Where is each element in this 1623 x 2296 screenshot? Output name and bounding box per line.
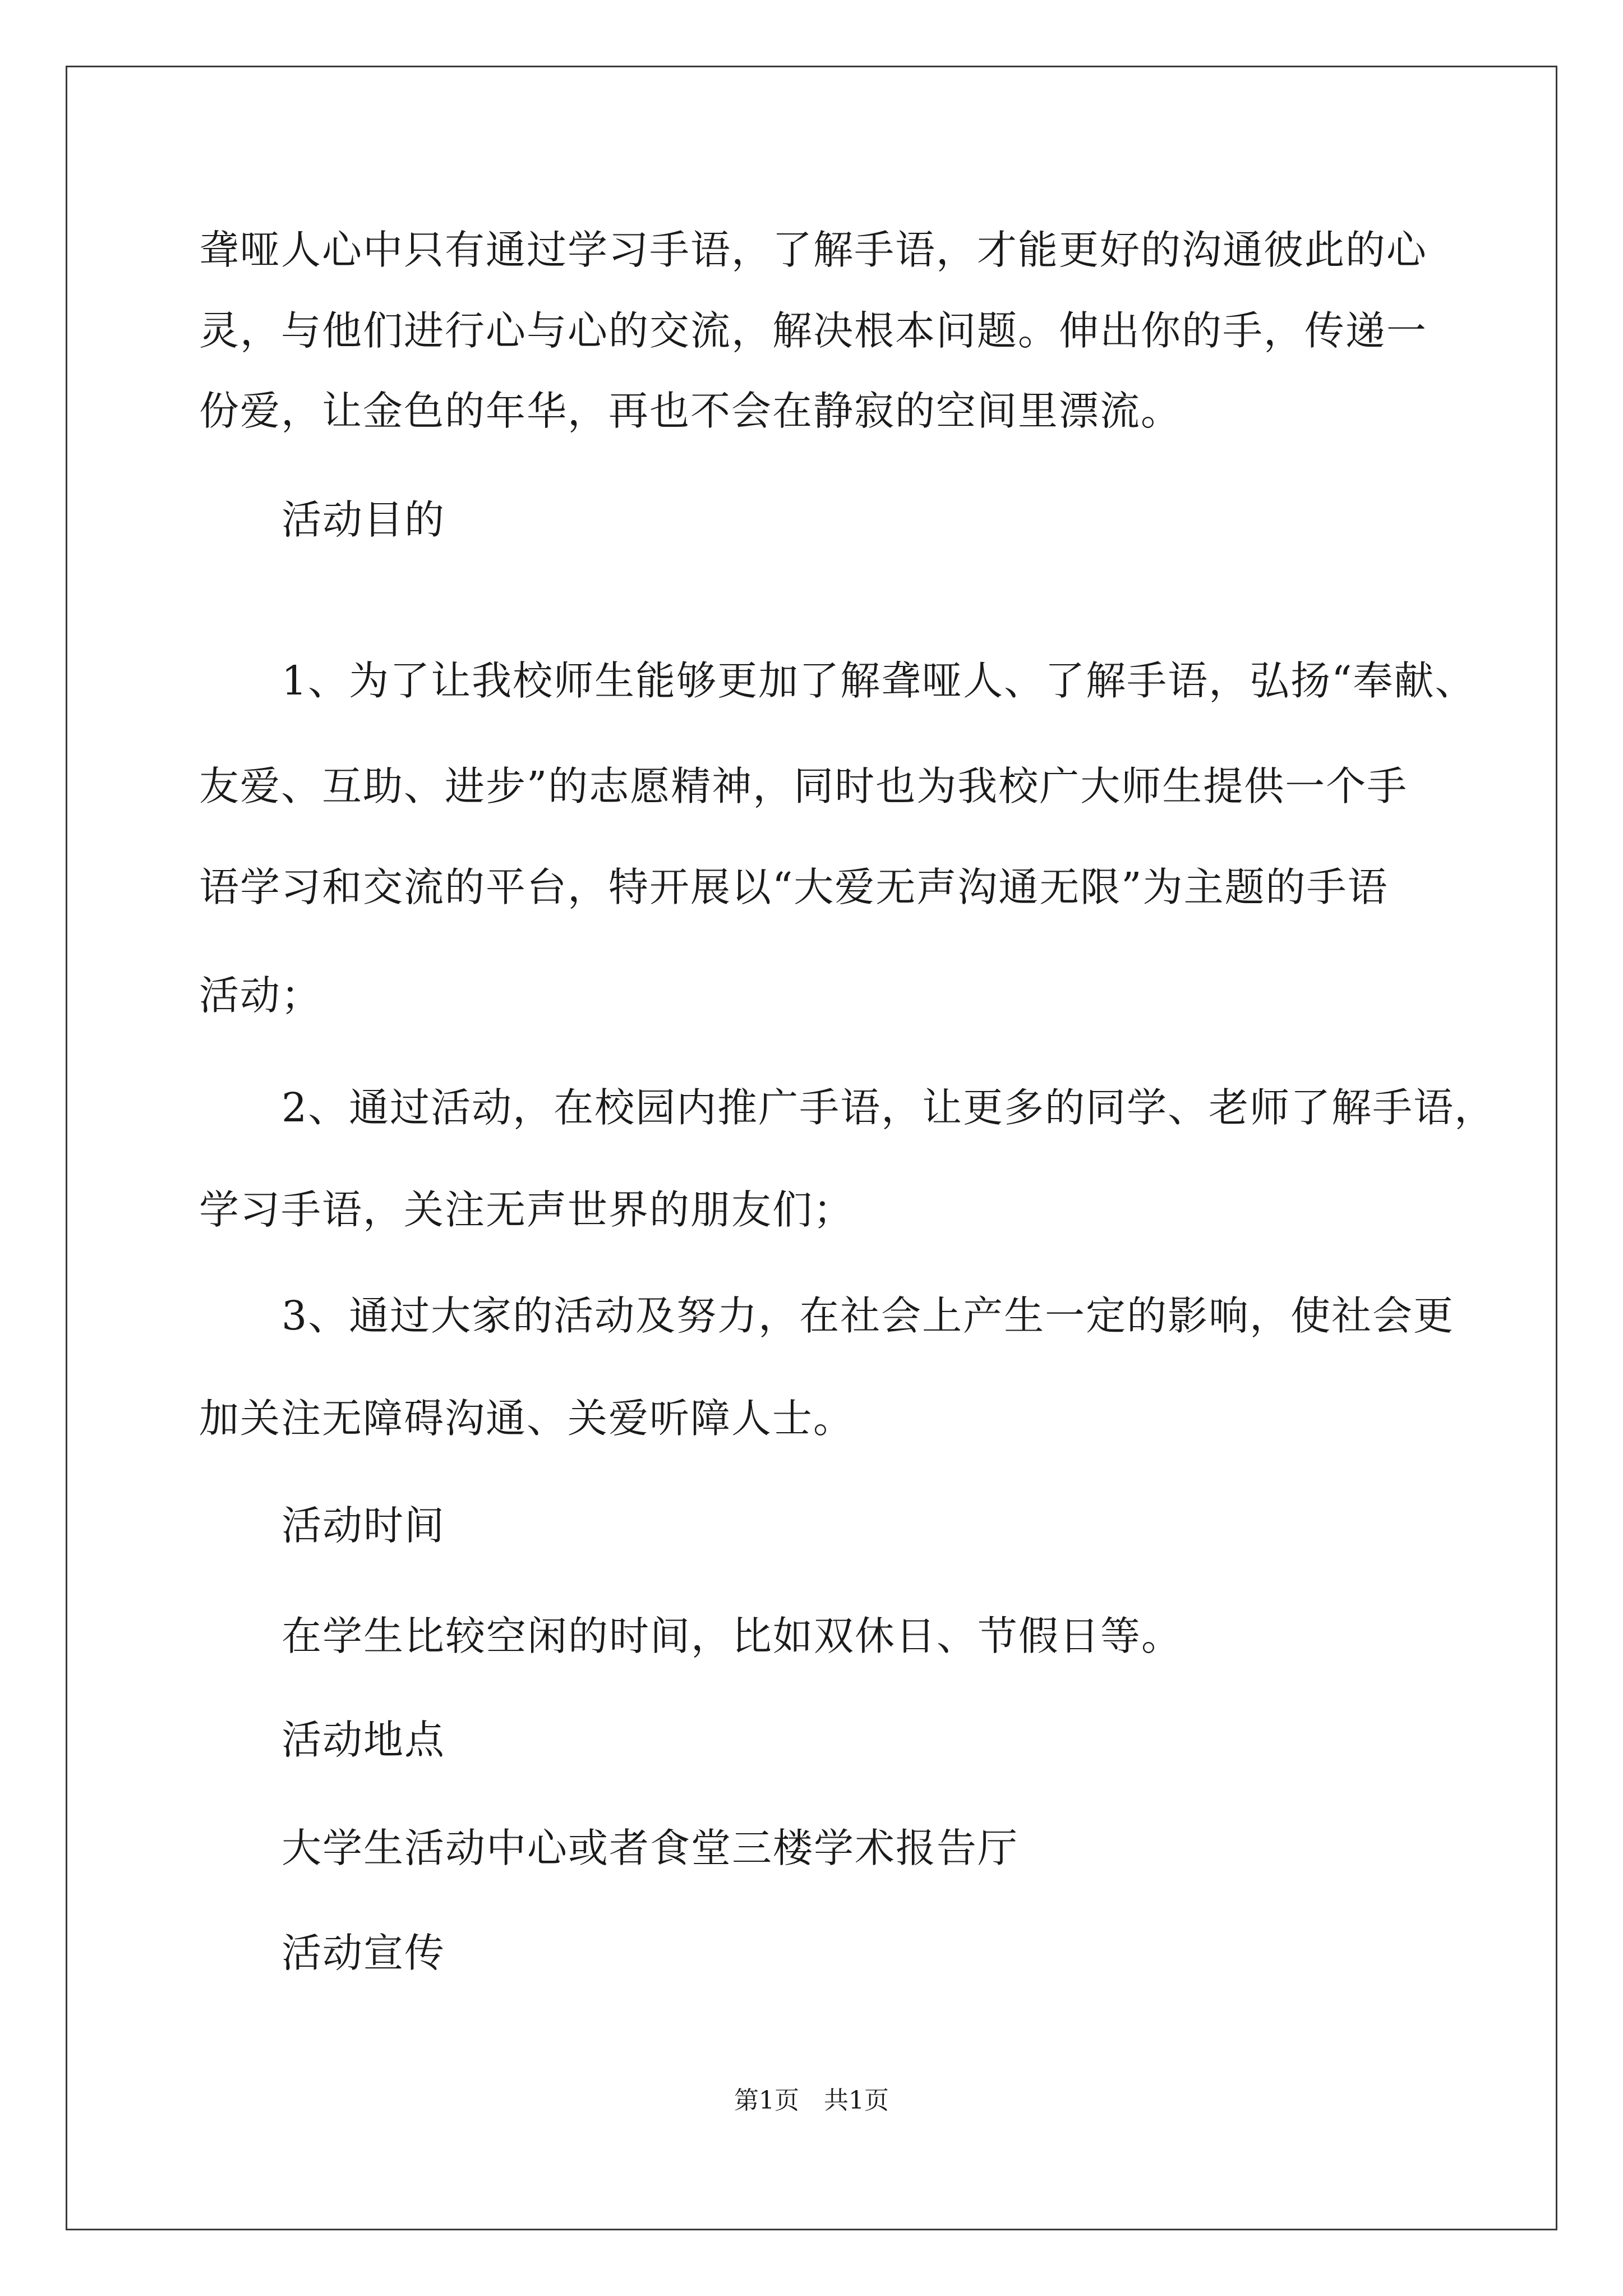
section-heading: 活动宣传 [282, 1930, 446, 1976]
section-heading: 活动时间 [282, 1502, 446, 1549]
body-line: 聋哑人心中只有通过学习手语，了解手语，才能更好的沟通彼此的心 [199, 227, 1428, 273]
body-line: 大学生活动中心或者食堂三楼学术报告厅 [282, 1825, 1019, 1871]
section-heading: 活动地点 [282, 1717, 446, 1763]
body-line: 1、为了让我校师生能够更加了解聋哑人、了解手语，弘扬“奉献、 [282, 657, 1476, 704]
body-line: 友爱、互助、进步”的志愿精神，同时也为我校广大师生提供一个手 [199, 763, 1408, 809]
body-line: 3、通过大家的活动及努力，在社会上产生一定的影响，使社会更 [282, 1292, 1455, 1339]
body-line: 灵，与他们进行心与心的交流，解决根本问题。伸出你的手，传递一 [199, 307, 1428, 354]
body-line: 份爱，让金色的年华，再也不会在静寂的空间里漂流。 [199, 388, 1182, 434]
body-line: 在学生比较空闲的时间，比如双休日、节假日等。 [282, 1613, 1183, 1659]
body-line: 2、通过活动，在校园内推广手语，让更多的同学、老师了解手语， [282, 1084, 1496, 1131]
page-footer: 第1页 共1页 [734, 2086, 889, 2115]
body-line: 语学习和交流的平台，特开展以“大爱无声沟通无限”为主题的手语 [199, 864, 1389, 910]
body-line: 学习手语，关注无声世界的朋友们； [199, 1186, 855, 1233]
body-line: 加关注无障碍沟通、关爱听障人士。 [199, 1395, 855, 1442]
section-heading: 活动目的 [282, 496, 446, 543]
body-line: 活动； [199, 972, 322, 1019]
